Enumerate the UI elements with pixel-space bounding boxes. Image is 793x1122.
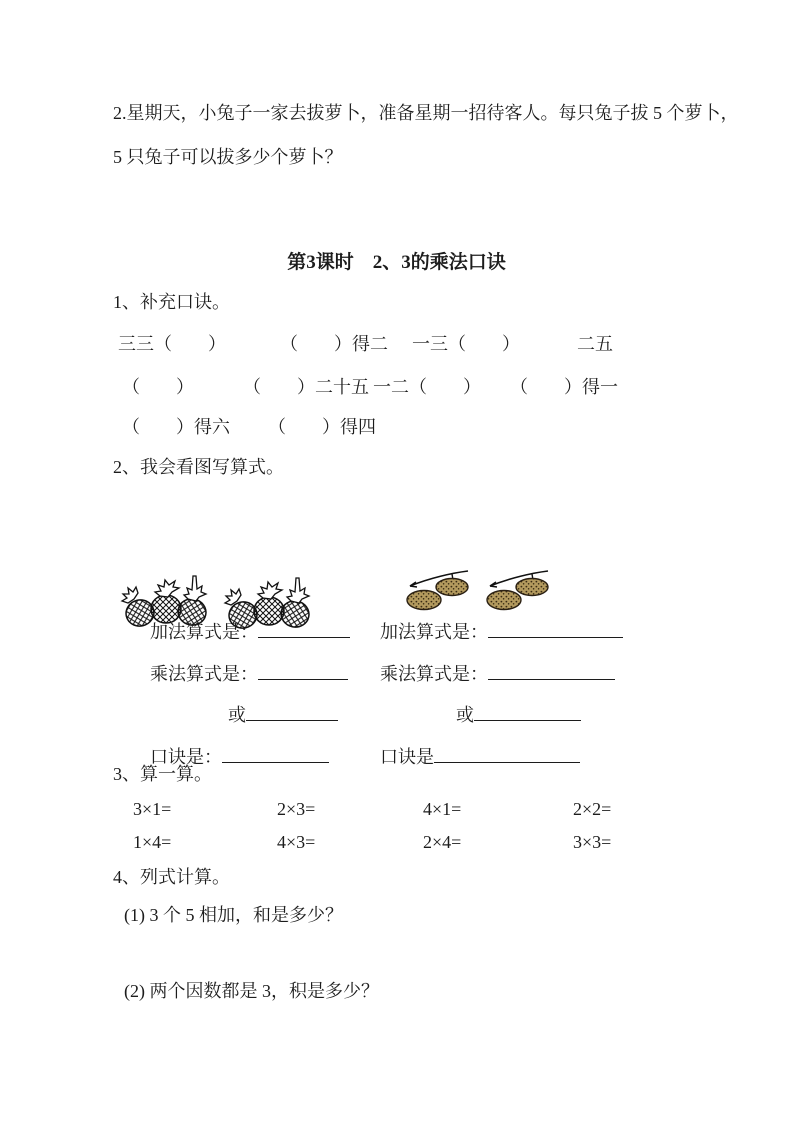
equation-item: 2×3= — [277, 799, 316, 819]
or-blank-line — [474, 701, 581, 721]
equation-item: 2×2= — [573, 799, 612, 819]
multiplication-blank-line — [488, 660, 615, 680]
mnemonic-label: 口诀是： — [150, 746, 222, 767]
q4-sub2: (2) 两个因数都是 3，积是多少？ — [124, 981, 379, 1001]
addition-blank-line — [488, 618, 623, 638]
paren-blank-segment: （ ） — [122, 377, 194, 397]
q4-sub1: (1) 3 个 5 相加，和是多少？ — [124, 905, 343, 925]
equation-item: 3×1= — [133, 799, 172, 819]
multiplication-label: 乘法算式是： — [380, 663, 488, 684]
paren-blank-segment: （ ）得一 — [510, 377, 618, 397]
or-label: 或 — [228, 704, 246, 725]
problem-2-text-line2: 5 只兔子可以拔多少个萝卜？ — [113, 147, 343, 167]
multiplication-blank-line — [258, 660, 348, 680]
paren-blank-segment: 一三（ ） — [412, 334, 520, 354]
right-mnemonic-row — [362, 721, 580, 790]
addition-label: 加法算式是： — [380, 621, 488, 642]
q1-heading: 1、补充口诀。 — [113, 292, 230, 312]
paren-blank-segment: 三三（ ） — [118, 334, 226, 354]
paren-blank-segment: （ ）得六 — [122, 417, 230, 437]
lesson-title: 第3课时 2、3的乘法口诀 — [287, 252, 506, 273]
equation-item: 4×1= — [423, 799, 462, 819]
paren-blank-segment: 一二（ ） — [373, 377, 481, 397]
q2-heading: 2、我会看图写算式。 — [113, 457, 284, 477]
equation-item: 2×4= — [423, 832, 462, 852]
equation-item: 4×3= — [277, 832, 316, 852]
multiplication-label: 乘法算式是： — [150, 663, 258, 684]
q4-heading: 4、列式计算。 — [113, 867, 230, 887]
equation-item: 1×4= — [133, 832, 172, 852]
or-blank-line — [246, 701, 338, 721]
mnemonic-blank-line — [434, 743, 580, 763]
paren-blank-segment: （ ）得四 — [268, 417, 376, 437]
paren-blank-segment: （ ）得二 — [280, 334, 388, 354]
paren-blank-segment: （ ）二十五 — [243, 377, 369, 397]
or-label: 或 — [456, 704, 474, 725]
paren-blank-segment: 二五 — [577, 334, 613, 354]
equation-item: 3×3= — [573, 832, 612, 852]
addition-label: 加法算式是： — [150, 621, 258, 642]
q3-heading: 3、算一算。 — [113, 764, 212, 784]
addition-blank-line — [258, 618, 350, 638]
mnemonic-blank-line — [222, 743, 329, 763]
problem-2-text-line1: 2.星期天，小兔子一家去拔萝卜，准备星期一招待客人。每只兔子拔 5 个萝卜， — [113, 103, 739, 123]
mnemonic-label: 口诀是 — [380, 746, 434, 767]
